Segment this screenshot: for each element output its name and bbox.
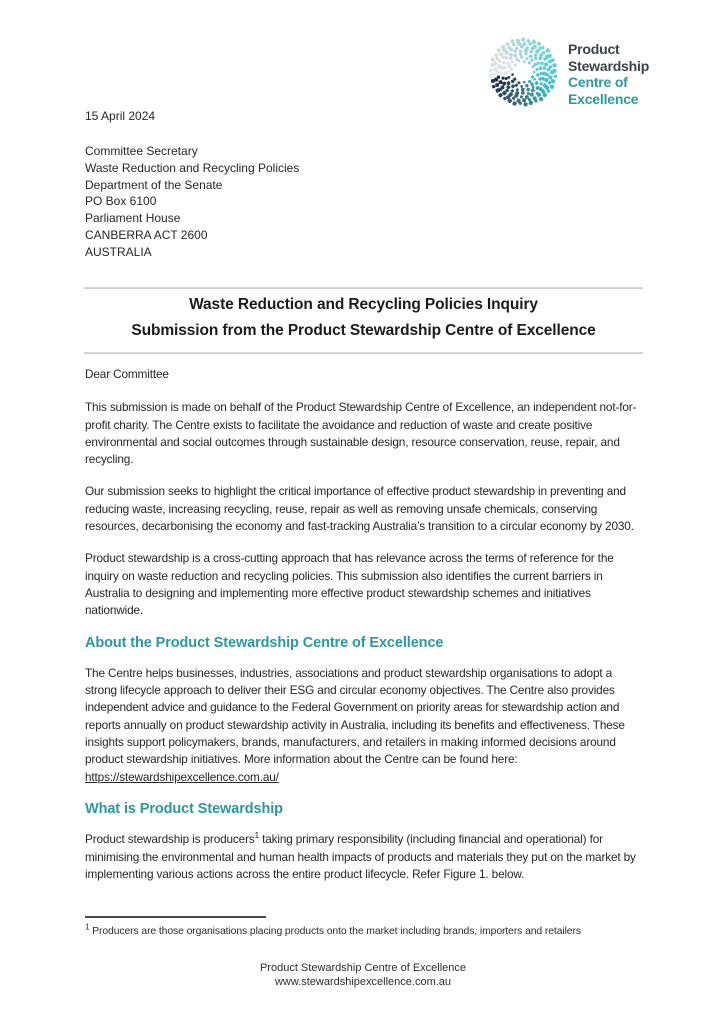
body-paragraph: Our submission seeks to highlight the critical importance of effective product stewardship in preventing and reducing waste, increasing recycling, reuse, repair as well as removing unsafe chemicals, conserving resources, decarbonising the economy and fast-tracking Australia’s transition to a circular economy by 2030. [85,484,634,534]
letter-body [85,366,644,898]
footnote [85,922,644,939]
body-paragraph [85,831,644,883]
what-is-paragraph-start: Product stewardship is producers [85,832,255,847]
org-logo [487,36,649,108]
logo-word-excellence: Excellence [568,90,639,107]
body-paragraph: Product stewardship is a cross-cutting approach that has relevance across the terms of reference for the inquiry on waste reduction and recycling policies. This submission also identifies the current barriers in Australia to designing and implementing more effective product stewardship schemes and initiatives nationwide. [85,551,614,618]
address-line: Parliament House [85,211,181,226]
footnote-reference: 1 [254,831,259,841]
address-line: Department of the Senate [85,177,223,192]
logo-word-stewardship: Stewardship [568,57,650,74]
section-heading-what-is: What is Product Stewardship [85,800,283,817]
footer-org-name: Product Stewardship Centre of Excellence [259,962,467,974]
letter-date: 15 April 2024 [85,109,156,123]
about-paragraph-text: The Centre helps businesses, industries, associations and product stewardship organisations to adopt a strong lifecycle approach to deliver their ESG and circular economy objectives. The Centre also provides independent advice and guidance to the Federal Government on priority areas for stewardship action and reports annually on product stewardship activity in Australia, including its benefits and effectiveness. These insights support policymakers, brands, manufacturers, and retailers in making informed decisions around product stewardship initiatives. More information about the Centre can be found here: [85,665,625,767]
logo-word-centre-of: Centre of [568,74,628,90]
document-title-line1: Waste Reduction and Recycling Policies Inquiry [189,296,538,313]
recipient-address [85,143,299,261]
footer-website: www.stewardshipexcellence.com.au [274,976,452,988]
address-line: Waste Reduction and Recycling Policies [85,160,300,175]
address-line: AUSTRALIA [85,244,152,259]
salutation: Dear Committee [85,367,169,381]
address-line: CANBERRA ACT 2600 [85,227,208,242]
page-footer [0,961,726,989]
logo-spiral-icon [487,36,559,108]
logo-word-product: Product [568,41,620,57]
website-link[interactable]: https://stewardshipexcellence.com.au/ [85,769,279,784]
footnote-divider [85,916,266,918]
footnote-text: Producers are those organisations placing products onto the market including brands, importers and retailers [89,926,581,937]
document-title-line2: Submission from the Product Stewardship Centre of Excellence [131,322,596,339]
logo-wordmark [568,41,649,107]
body-paragraph [85,665,644,786]
title-divider-top [84,287,643,289]
title-divider-bottom [84,352,643,354]
what-is-paragraph-end: taking primary responsibility (including financial and operational) for minimising the environmental and human health impacts of products and materials they put on the market by implementing various actions across the entire product lifecycle. Refer Figure 1. below. [85,832,636,881]
body-paragraph: This submission is made on behalf of the Product Stewardship Centre of Excellence, an independent not-for-profit charity. The Centre exists to facilitate the avoidance and reduction of waste and create positive environmental and social outcomes through sustainable design, resource conservation, reuse, repair, and recycling. [85,400,637,467]
address-line: Committee Secretary [85,144,198,158]
document-title [84,292,643,344]
address-line: PO Box 6100 [85,194,157,209]
section-heading-about: About the Product Stewardship Centre of Excellence [85,634,444,651]
footnote-marker: 1 [85,922,90,932]
